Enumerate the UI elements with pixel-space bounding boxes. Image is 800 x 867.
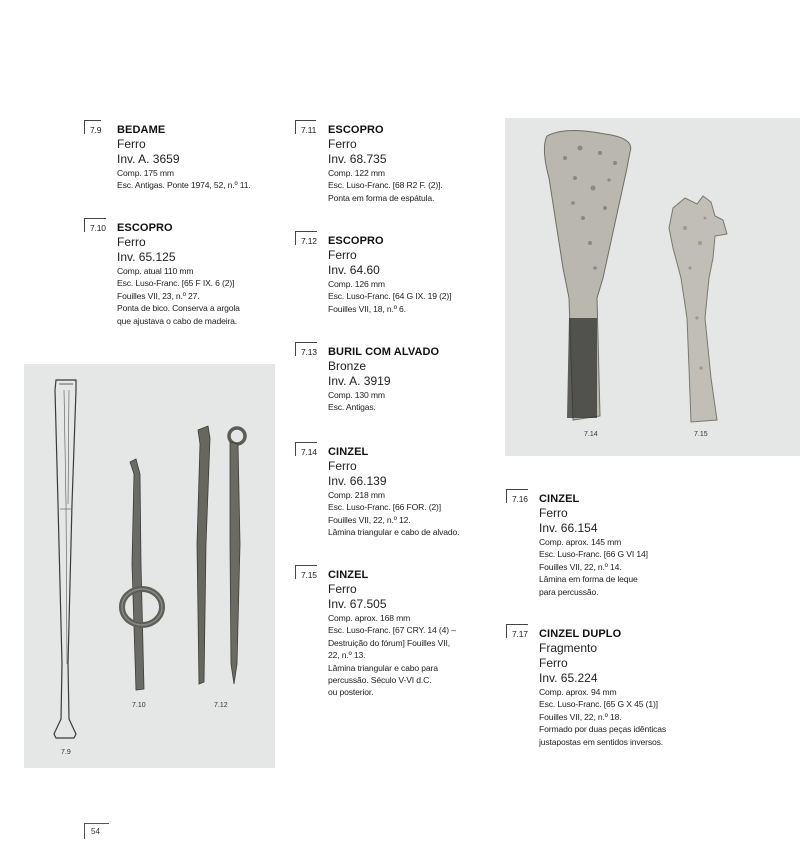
entry-body	[328, 445, 503, 539]
entry-detail: Inv. 64.60	[328, 263, 380, 277]
entry-detail: Ferro	[328, 137, 357, 151]
caption-7-15: 7.15	[694, 431, 708, 438]
entry-number: 7.10	[84, 218, 106, 232]
entry-body	[328, 345, 503, 414]
entry-number: 7.9	[84, 120, 101, 134]
tools-illustration-right	[505, 118, 800, 456]
entry-note: que ajustava o cabo de madeira.	[117, 315, 238, 326]
entry-title: BURIL COM ALVADO	[328, 346, 440, 358]
entry-detail: Inv. 65.125	[117, 250, 176, 264]
entry-note: Lâmina triangular e cabo para	[328, 662, 438, 673]
entry-note: Esc. Antigas. Ponte 1974, 52, n.º 11.	[117, 180, 251, 191]
entry-body	[539, 627, 714, 748]
entry-note: Destruição do fórum] Fouilles VII,	[328, 637, 450, 648]
entry-note: Lâmina triangular e cabo de alvado.	[328, 527, 460, 538]
entry-note: Comp. 122 mm	[328, 168, 385, 178]
entry-number: 7.14	[295, 442, 317, 456]
entry-number: 7.12	[295, 231, 317, 245]
entry-detail: Fragmento	[539, 641, 598, 655]
entry-note: para percussão.	[539, 586, 599, 597]
entry-number: 7.15	[295, 565, 317, 579]
entry-note: Comp. aprox. 168 mm	[328, 613, 411, 623]
entry-note: Ponta em forma de espátula.	[328, 192, 435, 203]
entry-body	[117, 123, 292, 192]
entry-detail: Ferro	[539, 656, 568, 670]
entry-detail: Inv. 66.139	[328, 474, 387, 488]
entry-note: Esc. Luso-Franc. [65 G X 45 (1)]	[539, 699, 658, 710]
entry-note: Comp. aprox. 94 mm	[539, 687, 617, 697]
entry-detail: Ferro	[117, 235, 146, 249]
entry-note: Comp. 126 mm	[328, 279, 385, 289]
entry-detail: Bronze	[328, 359, 367, 373]
tool-7-10-photo	[130, 459, 144, 690]
caption-7-10: 7.10	[132, 702, 146, 709]
entry-note: ou posterior.	[328, 687, 374, 698]
entry-number: 7.16	[506, 489, 528, 503]
tool-7-13-loop	[229, 428, 245, 444]
entry-detail: Ferro	[117, 137, 146, 151]
entry-note: Comp. atual 110 mm	[117, 266, 194, 276]
entry-title: CINZEL	[328, 569, 369, 581]
entry-note: Comp. 130 mm	[328, 390, 385, 400]
entry-detail: Inv. A. 3659	[117, 152, 180, 166]
entry-note: percussão. Século V-VI d.C.	[328, 675, 432, 686]
caption-7-12: 7.12	[214, 702, 228, 709]
tool-7-12-photo	[197, 426, 210, 684]
tool-7-13-photo	[230, 442, 240, 684]
entry-detail: Ferro	[328, 459, 357, 473]
entry-note: justapostas em sentidos inversos.	[539, 736, 664, 747]
entry-detail: Inv. A. 3919	[328, 374, 391, 388]
entry-note: Esc. Luso-Franc. [66 G VI 14]	[539, 549, 648, 560]
entry-note: Comp. 218 mm	[328, 490, 385, 500]
entry-body	[328, 568, 503, 699]
entry-number: 7.13	[295, 342, 317, 356]
tools-illustration-left	[24, 364, 275, 768]
entry-note: Esc. Luso-Franc. [64 G IX. 19 (2)]	[328, 291, 452, 302]
entry-note: Esc. Luso-Franc. [65 F IX. 6 (2)]	[117, 278, 235, 289]
entry-note: Formado por duas peças idênticas	[539, 724, 667, 735]
entry-note: Esc. Antigas.	[328, 402, 376, 413]
entry-detail: Inv. 65.224	[539, 671, 598, 685]
entry-number: 7.11	[295, 120, 316, 134]
entry-note: Fouilles VII, 22, n.º 18.	[539, 711, 622, 722]
entry-title: ESCOPRO	[117, 222, 173, 234]
entry-note: Fouilles VII, 23, n.º 27.	[117, 290, 200, 301]
entry-title: CINZEL	[328, 446, 369, 458]
entry-title: ESCOPRO	[328, 124, 384, 136]
entry-detail: Ferro	[328, 248, 357, 262]
entry-note: Esc. Luso-Franc. [66 FOR. (2)]	[328, 502, 441, 513]
photo-panel-right	[505, 118, 800, 456]
entry-title: CINZEL DUPLO	[539, 628, 622, 640]
entry-title: ESCOPRO	[328, 235, 384, 247]
entry-note: Comp. 175 mm	[117, 168, 174, 178]
tool-7-15-photo	[669, 196, 727, 422]
entry-number: 7.17	[506, 624, 528, 638]
entry-note: Fouilles VII, 22, n.º 12.	[328, 514, 411, 525]
entry-detail: Ferro	[328, 582, 357, 596]
entry-note: Ponta de bico. Conserva a argola	[117, 303, 240, 314]
entry-note: Esc. Luso-Franc. [68 R2 F. (2)].	[328, 180, 443, 191]
entry-note: Comp. aprox. 145 mm	[539, 537, 622, 547]
caption-7-14: 7.14	[584, 431, 598, 438]
entry-detail: Inv. 67.505	[328, 597, 387, 611]
caption-7-9: 7.9	[61, 749, 71, 756]
entry-note: Esc. Luso-Franc. [67 CRY. 14 (4) –	[328, 625, 456, 636]
entry-detail: Inv. 68.735	[328, 152, 387, 166]
entry-note: Lâmina em forma de leque	[539, 574, 638, 585]
entry-title: CINZEL	[539, 493, 580, 505]
photo-panel-left	[24, 364, 275, 768]
entry-note: Fouilles VII, 18, n.º 6.	[328, 303, 406, 314]
entry-body	[328, 234, 503, 315]
entry-body	[539, 492, 714, 598]
entry-body	[117, 221, 292, 327]
entry-title: BEDAME	[117, 124, 166, 136]
page-number: 54	[84, 823, 109, 839]
entry-body	[328, 123, 503, 204]
entry-detail: Ferro	[539, 506, 568, 520]
entry-note: 22, n.º 13.	[328, 650, 366, 661]
entry-detail: Inv. 66.154	[539, 521, 598, 535]
entry-note: Fouilles VII, 22, n.º 14.	[539, 561, 622, 572]
